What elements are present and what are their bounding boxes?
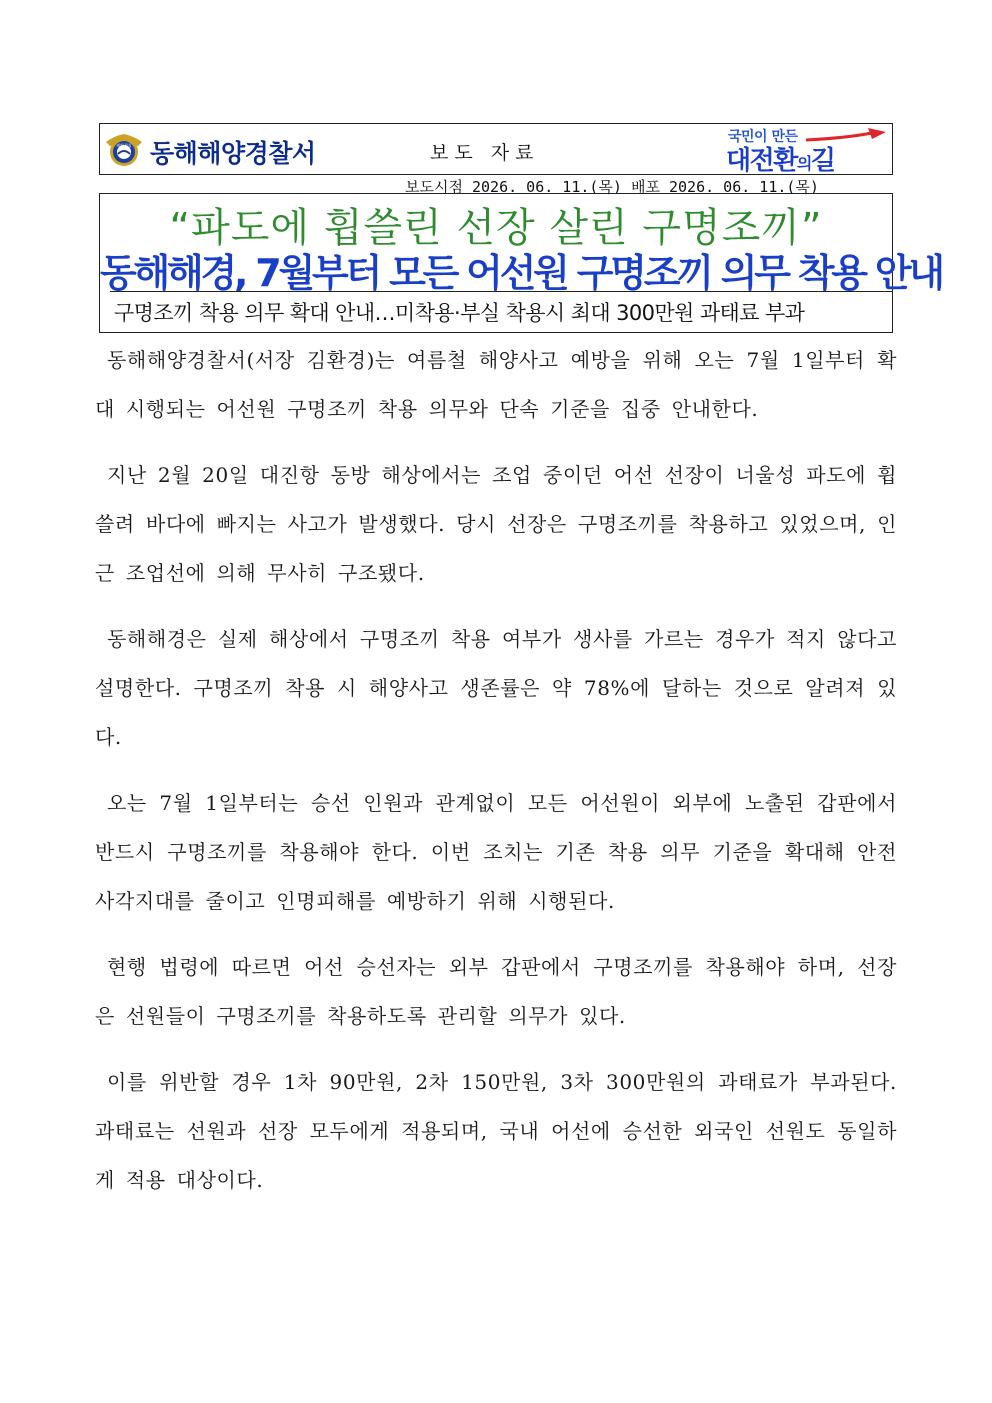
release-date-line: 보도시점 2026. 06. 11.(목) 배포 2026. 06. 11.(목): [405, 178, 819, 196]
headline-box: [99, 193, 942, 333]
logo-text: 해양경찰: [116, 143, 132, 148]
press-header: [99, 123, 893, 175]
paragraph-6: 이를 위반할 경우 1차 90만원, 2차 150만원, 3차 300만원의 과태료가 부과된다. 과태료는 선원과 선장 모두에게 적용되며, 국내 어선에 승선한 외국인 선원도 동일하게 적용 대상이다.: [95, 1070, 897, 1192]
coast-guard-emblem-icon: [104, 130, 144, 170]
paragraph-4: 오는 7월 1일부터는 승선 인원과 관계없이 모든 어선원이 외부에 노출된 갑판에서 반드시 구명조끼를 착용해야 한다. 이번 조치는 기존 착용 의무 기준을 확대해 안전 사각지대를 줄이고 인명피해를 예방하기 위해 시행된다.: [95, 791, 897, 913]
paragraph-1: 동해해양경찰서(서장 김환경)는 여름철 해양사고 예방을 위해 오는 7월 1일부터 확대 시행되는 어선원 구명조끼 착용 의무와 단속 기준을 집중 안내한다.: [95, 348, 897, 421]
slogan-particle: 의: [796, 154, 811, 173]
headline-quote: “파도에 휩쓸린 선장 살린 구명조끼”: [169, 205, 823, 251]
org-name: 동해해양경찰서: [150, 139, 316, 168]
slogan-big-text: [726, 140, 834, 177]
paragraph-3: 동해해경은 실제 해상에서 구명조끼 착용 여부가 생사를 가르는 경우가 적지 않다고 설명한다. 구명조끼 착용 시 해양사고 생존률은 약 78%에 달하는 것으로 알려져 있다.: [95, 627, 897, 749]
headline-divider: [110, 291, 892, 292]
headline-main: 동해해경, 7월부터 모든 어선원 구명조끼 의무 착용 안내: [100, 251, 942, 295]
headline-subtitle: 구명조끼 착용 의무 확대 안내…미착용·부실 착용시 최대 300만원 과태료 부과: [114, 301, 805, 325]
press-release-label: 보도 자료: [430, 142, 540, 164]
paragraph-2: 지난 2월 20일 대진항 동방 해상에서는 조업 중이던 어선 선장이 너울성 파도에 휩쓸려 바다에 빠지는 사고가 발생했다. 당시 선장은 구명조끼를 착용하고 있었으며, 인근 조업선에 의해 무사히 구조됐다.: [95, 463, 897, 585]
slogan-small-text: 국민이 만든: [728, 129, 798, 145]
slogan-big-main: 대전환: [726, 146, 797, 176]
article-body: [95, 336, 897, 1222]
slogan-end: 길: [810, 146, 835, 176]
paragraph-5: 현행 법령에 따르면 어선 승선자는 외부 갑판에서 구명조끼를 착용해야 하며, 선장은 선원들이 구명조끼를 착용하도록 관리할 의무가 있다.: [95, 955, 897, 1028]
government-slogan: [726, 126, 886, 176]
